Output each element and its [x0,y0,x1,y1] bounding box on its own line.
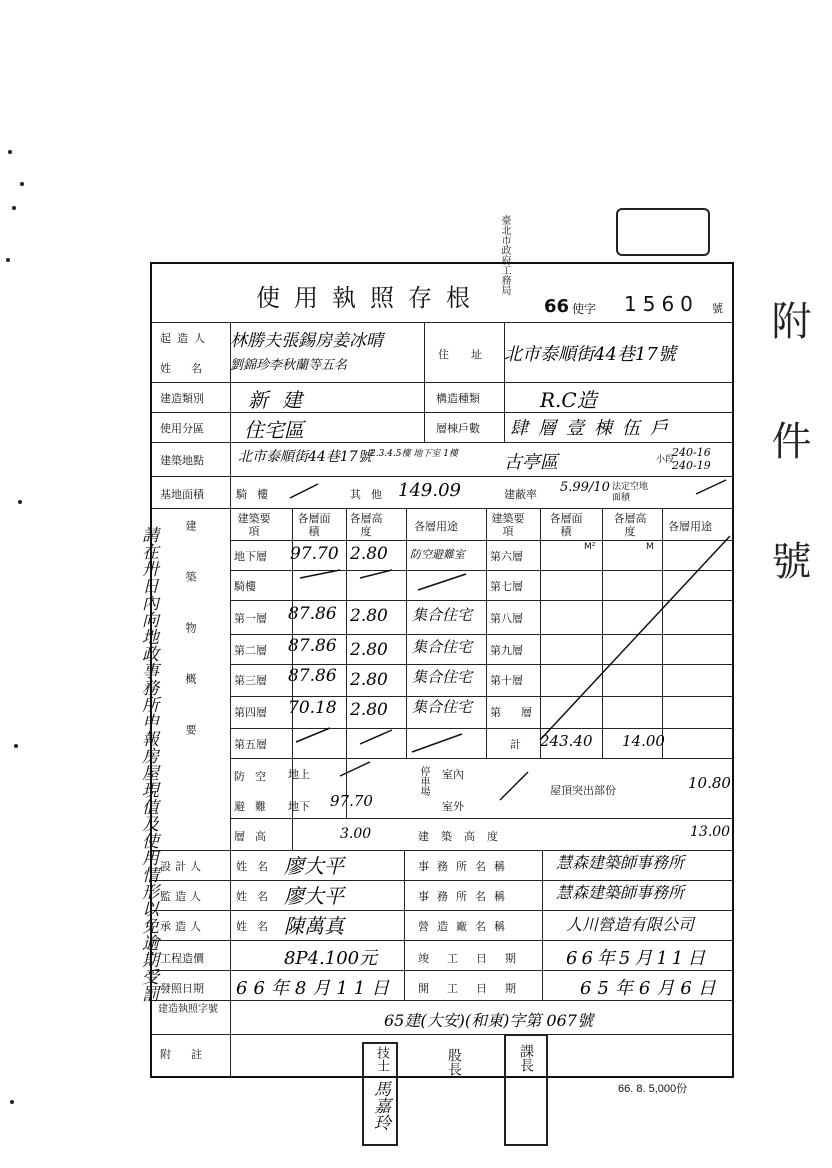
floor-use-4: 集合住宅 [412,698,473,716]
lot-number: 240-16 240-19 [672,446,711,472]
cost-value: 8P4.100元 [284,948,378,969]
location: 北市泰順街44巷17號 [238,449,372,465]
floor-use-1: 集合住宅 [412,606,473,624]
remark-label: 附註 [160,1048,222,1061]
building-summary-label: 建築物概要 [184,520,197,775]
parking-indoor: 室內 [442,768,464,781]
use-zone: 住宅區 [244,418,304,442]
supervisor-office-label: 事務所名稱 [418,890,513,903]
shelter-label: 防空 [234,770,276,783]
side-notice: 請在卅日內向地政事務所申報房屋現值及使用情形以免逾期受罰 [138,526,158,1002]
completion-date: 66年5月11日 [566,948,710,969]
floor-height-basement: 2.80 [350,544,388,564]
permit-number-label: 建造執照字號 [158,1004,218,1015]
arcade-area-label: 騎樓 [236,488,278,501]
bldg-height-value: 13.00 [690,824,731,840]
supervisor-name: 廖大平 [284,884,344,908]
address-label: 住址 [438,348,504,361]
scan-speck [8,150,12,154]
unit-m2-right-6: M² [584,542,596,552]
lot-label: 小段 [656,455,675,465]
floor-label-1: 第一層 [234,612,267,625]
shelter-below-area: 97.70 [330,792,373,810]
supervisor-name-label: 姓名 [236,890,278,903]
floor-height-label: 層高 [234,830,276,843]
floor-height-3: 2.80 [350,670,388,690]
col-header-use-right: 各層用途 [668,520,712,533]
floor-label-10: 第十層 [490,674,523,687]
contractor-firm: 人川營造有限公司 [566,915,695,934]
designer-name-label: 姓名 [236,860,278,873]
top-stamp-text: 臺北市政府工務局 [499,215,510,295]
floor-label-4: 第四層 [234,706,267,719]
roof-area: 10.80 [688,774,731,792]
col-header-item-right: 建築要項 [491,512,525,538]
col-header-height: 各層高度 [349,512,383,538]
location-note: 2.3.4.5樓 地下室 1樓 [370,449,458,459]
contractor-label: 承造人 [160,920,205,933]
floor-label-9: 第九層 [490,644,523,657]
structure: R.C造 [540,388,597,412]
floor-label-arcade: 騎樓 [234,580,256,593]
permit-number-value: 65建(大安)(和東)字第 067號 [384,1011,593,1030]
signature-1-name: 馬嘉玲 [370,1080,390,1131]
owner-address: 北市泰順街44巷17號 [504,344,676,365]
supervisor-label: 監造人 [160,890,205,903]
contractor-name: 陳萬真 [284,914,344,938]
permit-char: 使字 [572,302,597,316]
floor-label-8: 第八層 [490,612,523,625]
permit-year: 66 [544,296,570,317]
scan-speck [6,258,10,262]
scan-speck [20,182,24,186]
floor-label-3: 第三層 [234,674,267,687]
col-header-use: 各層用途 [414,520,458,533]
designer-office-label: 事務所名稱 [418,860,513,873]
floor-use-basement: 防空避難室 [410,548,465,561]
permit-number: 1560 [624,292,699,316]
designer-office: 慧森建築師事務所 [556,853,685,872]
floor-label-2: 第二層 [234,644,267,657]
issue-date: 66年8月11日 [236,978,396,999]
other-area: 149.09 [398,480,461,501]
col-header-height-right: 各層高度 [613,512,647,538]
scan-speck [10,1100,14,1104]
signature-2: 股長 [446,1048,462,1076]
total-area: 243.40 [540,732,593,750]
district: 古亭區 [504,452,558,473]
right-margin-text: 附件號 [765,300,811,660]
structure-label: 構造種類 [436,392,480,405]
floor-area-4: 70.18 [288,698,337,718]
roof-label: 屋頂突出部份 [550,784,616,797]
floor-area-3: 87.86 [288,666,337,686]
total-label: 計 [510,738,521,751]
legal-open-area-label: 法定空地面積 [612,482,649,503]
floor-height-value: 3.00 [340,826,372,842]
shelter-above-label: 地上 [288,768,310,781]
owner-names-line-1: 林勝夫張錫房姜冰晴 [230,331,383,351]
floor-label-blank: 第層 [490,706,552,719]
floors-count: 肆層壹棟伍戶 [510,418,678,439]
print-note: 66. 8. 5,000份 [618,1083,688,1095]
coverage: 5.99/10 [560,480,610,495]
evac-label: 避難 [234,800,276,813]
col-header-item: 建築要項 [237,512,271,538]
page-title: 使用執照存根 [256,284,484,312]
total-height: 14.00 [622,732,665,750]
parking-outdoor: 室外 [442,800,464,813]
floor-area-2: 87.86 [288,636,337,656]
location-label: 建築地點 [160,454,204,467]
designer-label: 設計人 [160,860,205,873]
owner-name-label: 姓名 [160,362,222,375]
floor-area-basement: 97.70 [290,544,339,564]
shelter-below-label: 地下 [288,800,310,813]
permit-suffix: 號 [712,302,723,315]
floor-label-6: 第六層 [490,550,523,563]
floor-use-2: 集合住宅 [412,638,473,656]
signature-1-role: 技士 [374,1046,389,1072]
build-type-label: 建造類別 [160,392,204,405]
scan-speck [12,206,16,210]
scan-speck [18,500,22,504]
owner-names-line-2: 劉錦珍李秋蘭等五名 [230,358,348,373]
scan-speck [14,744,18,748]
floor-area-1: 87.86 [288,604,337,624]
owner-label: 起造人 [160,332,211,345]
supervisor-office: 慧森建築師事務所 [556,883,685,902]
site-area-label: 基地面積 [160,488,204,501]
unit-m-right-6: M [646,542,654,552]
floor-height-1: 2.80 [350,606,388,626]
coverage-label: 建蔽率 [504,488,537,501]
cost-label: 工程造價 [160,952,204,965]
floor-label-7: 第七層 [490,580,523,593]
floors-count-label: 層棟戶數 [436,422,480,435]
other-area-label: 其他 [350,488,392,501]
floor-label-basement: 地下層 [234,550,267,563]
col-header-area: 各層面積 [297,512,331,538]
signature-3: 課長 [518,1044,534,1072]
col-header-area-right: 各層面積 [549,512,583,538]
contractor-firm-label: 營造廠名稱 [418,920,513,933]
completion-label: 竣工日期 [418,952,534,965]
start-date: 65年6月6日 [580,978,722,999]
use-zone-label: 使用分區 [160,422,204,435]
start-label: 開工日期 [418,982,534,995]
bldg-height-label: 建築高度 [418,830,510,843]
build-type: 新建 [248,388,316,412]
floor-use-3: 集合住宅 [412,668,473,686]
designer-name: 廖大平 [284,854,344,878]
floor-height-2: 2.80 [350,640,388,660]
issue-label: 發照日期 [160,982,204,995]
floor-height-4: 2.80 [350,700,388,720]
floor-label-5: 第五層 [234,738,267,751]
parking-label: 停車場 [418,766,429,796]
contractor-name-label: 姓名 [236,920,278,933]
